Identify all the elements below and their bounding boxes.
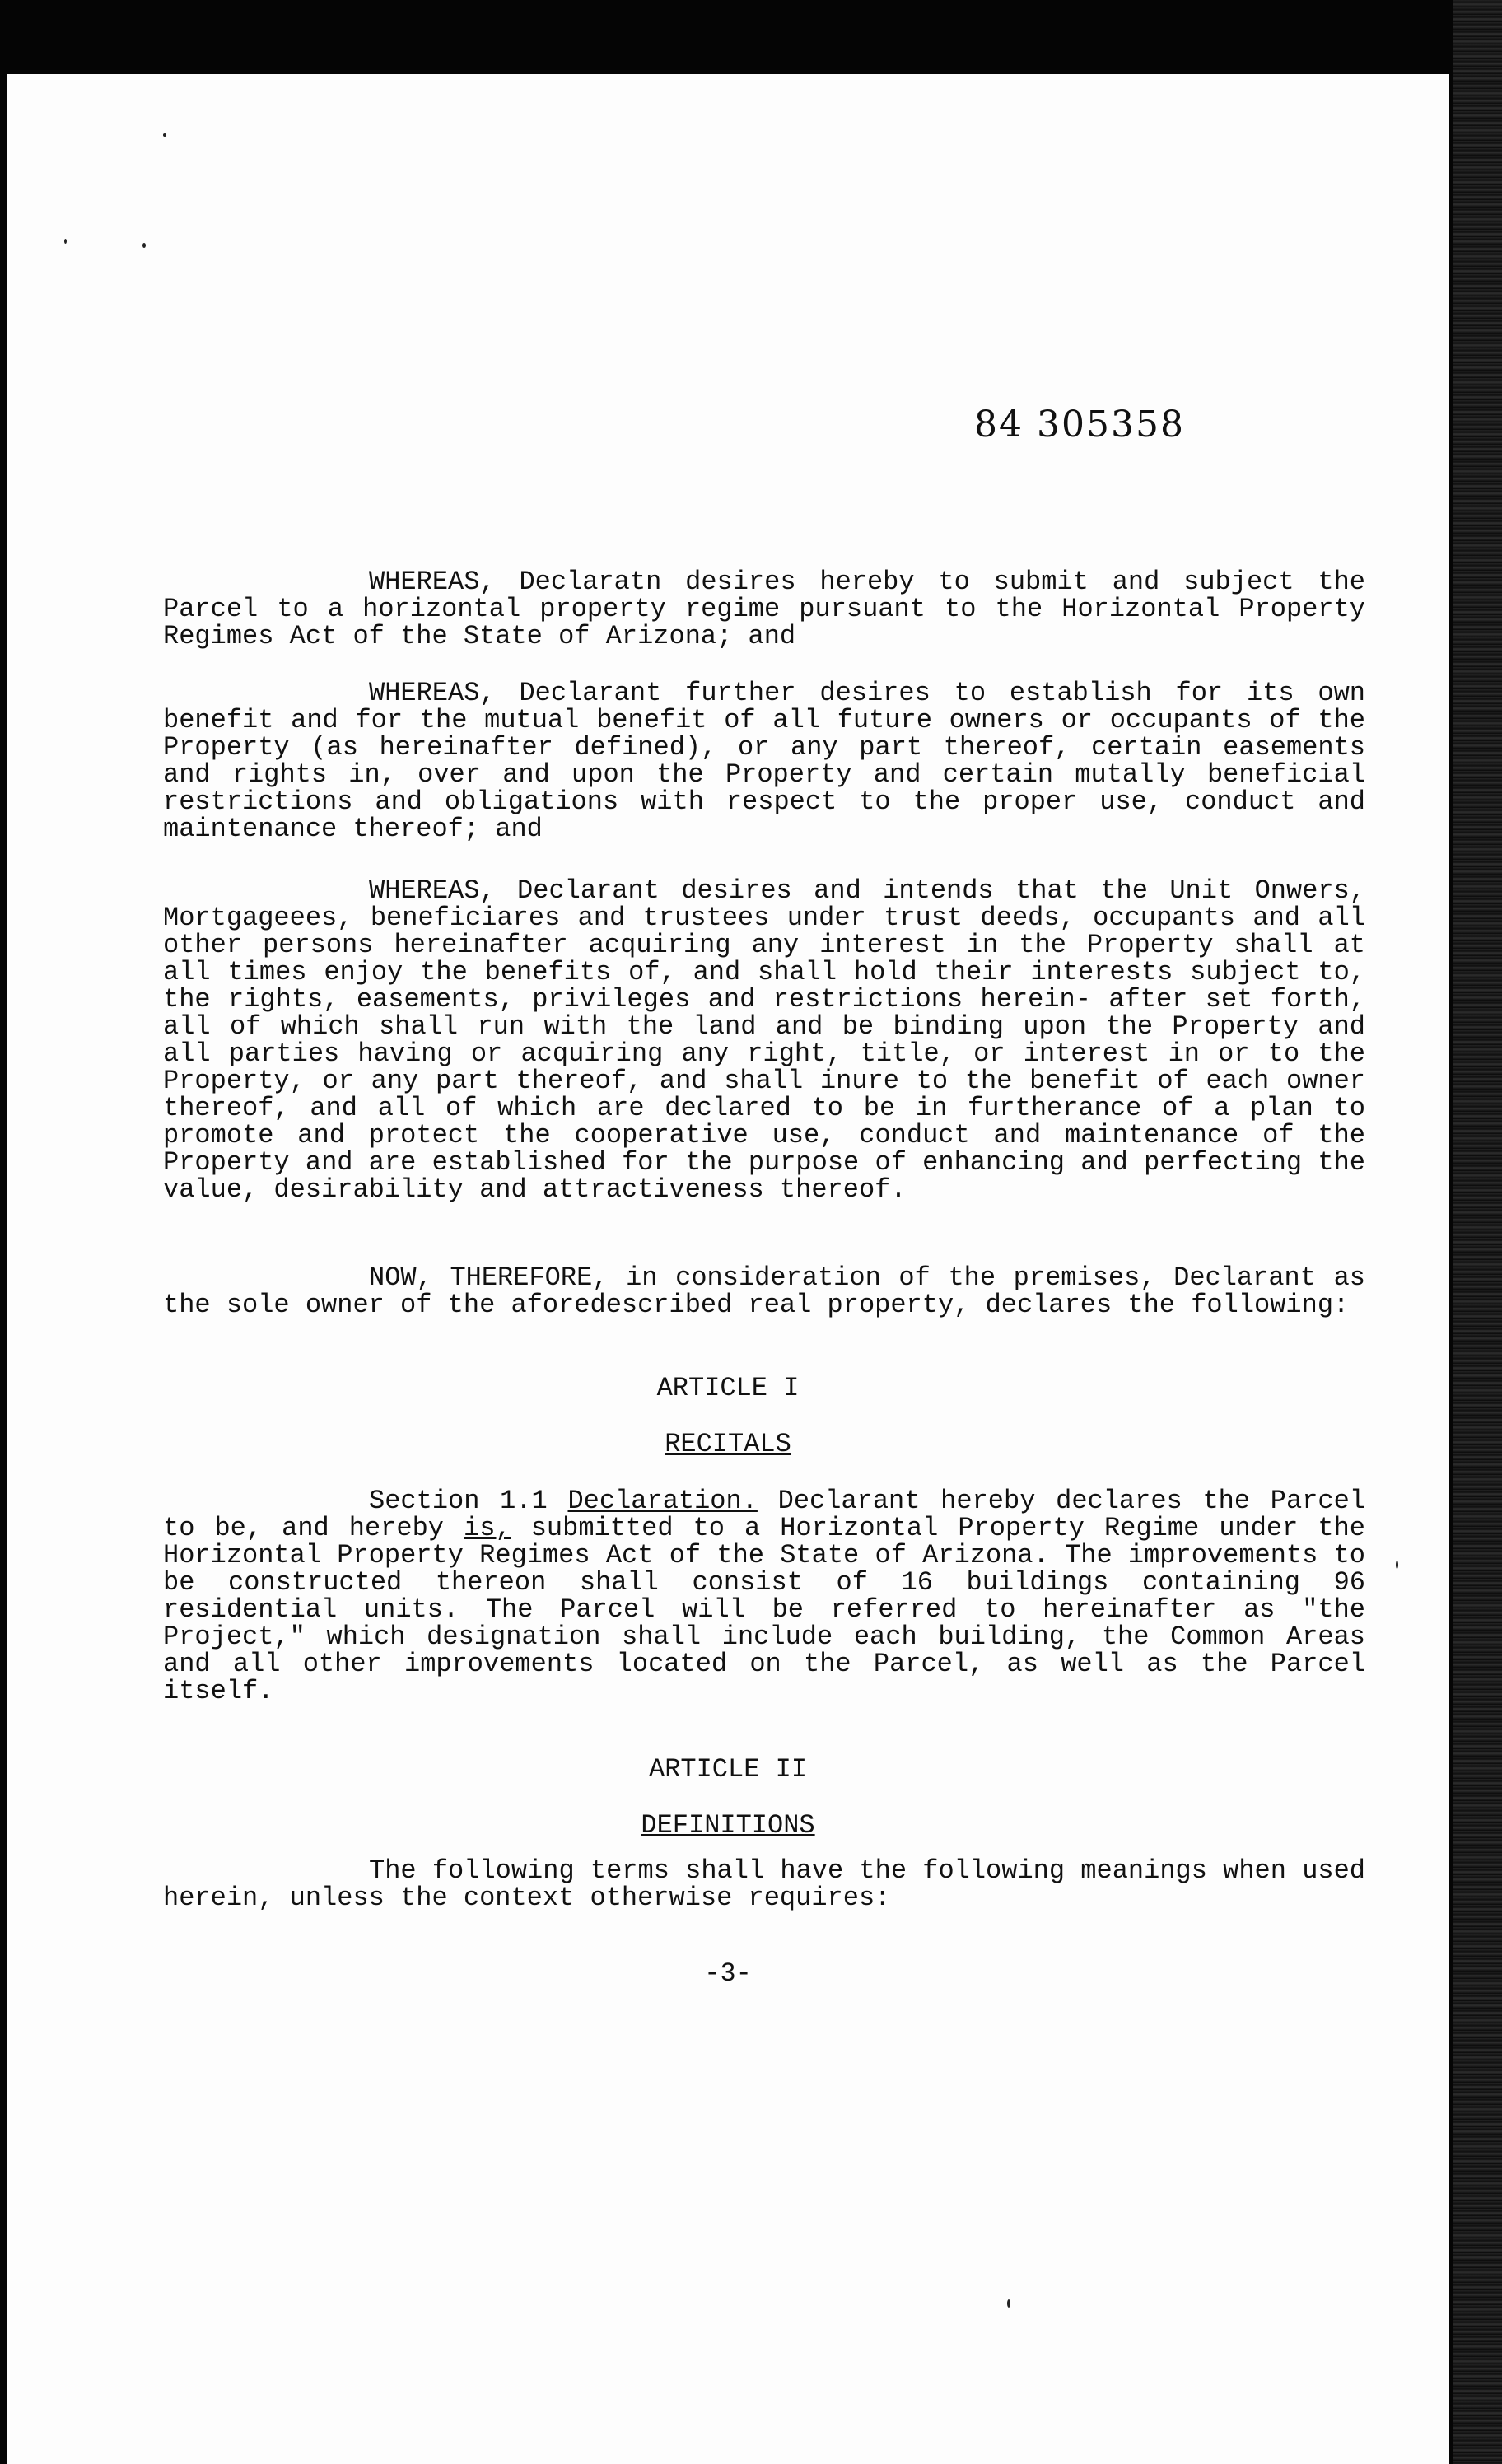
paragraph-text: NOW, THEREFORE, in consideration of the premises, Declarant as the sole owner of the aforedescribed real property, declares the following: [163, 1262, 1365, 1320]
article-2-title: DEFINITIONS [641, 1810, 815, 1841]
article-1-heading: ARTICLE I [656, 1373, 800, 1403]
whereas-paragraph-1 [163, 568, 1365, 650]
section-title: Declaration. [567, 1486, 758, 1516]
section-1-1 [163, 1487, 1365, 1705]
paragraph-text: WHEREAS, Declarant desires and intends that the Unit Onwers, Mortgageees, beneficiares and trustees under trust deeds, occupants and all other persons hereinafter acquiring any interest in the Property shall at all times enjoy the benefits of, and shall hold their interests subject to, the rights, easements, privileges and restrictions herein- after set forth, all of which shall run with the land and be binding upon the Property and all parties having or acquiring any right, title, or interest in or to the Property, or any part thereof, and shall inure to the benefit of each owner thereof, and all of which are declared to be in furtherance of a plan to promote and protect the cooperative use, conduct and maintenance of the Property and are established for the purpose of enhancing and perfecting the value, desirability and attractiveness thereof. [163, 875, 1365, 1205]
article-2-heading: ARTICLE II [648, 1754, 808, 1785]
definitions-intro [163, 1857, 1365, 1911]
scan-speck [64, 239, 67, 244]
article-1-title: RECITALS [665, 1429, 791, 1459]
paragraph-text: WHEREAS, Declarant further desires to establish for its own benefit and for the mutual benefit of all future owners or occupants of the Property (as hereinafter defined), or any part thereof, certain easements and rights in, over and upon the Property and certain mutally beneficial restrictions and obligations with respect to the proper use, conduct and maintenance thereof; and [163, 678, 1365, 844]
scan-speck [1396, 1561, 1398, 1569]
paragraph-text: The following terms shall have the following meanings when used herein, unless the context otherwise requires: [163, 1855, 1365, 1913]
scan-speck [142, 243, 146, 248]
now-therefore-paragraph [163, 1264, 1365, 1318]
section-number: Section 1.1 [369, 1486, 548, 1516]
document-page [7, 74, 1449, 2464]
whereas-paragraph-3 [163, 877, 1365, 1203]
document-number: 84 305358 [974, 404, 1185, 446]
page-number: -3- [704, 1958, 752, 1989]
scan-speck [163, 133, 166, 137]
whereas-paragraph-2 [163, 679, 1365, 842]
section-body-is: is, [464, 1513, 511, 1543]
paragraph-text: WHEREAS, Declaratn desires hereby to submit and subject the Parcel to a horizontal property regime pursuant to the Horizontal Property Regimes Act of the State of Arizona; and [163, 567, 1365, 651]
scan-edge-noise [1453, 0, 1502, 2464]
section-body-rest: submitted to a Horizontal Property Regime under the Horizontal Property Regimes Act of the State of Arizona. The improvements to be constructed thereon shall consist of 16 buildings containing 96 residential units. The Parcel will be referred to hereinafter as "the Project," which designation shall include each building, the Common Areas and all other improvements located on the Parcel, as well as the Parcel itself. [163, 1513, 1365, 1706]
scan-speck [1007, 2299, 1010, 2308]
section-body-start: Declarant hereby declares the Parcel to be, and hereby [163, 1486, 1365, 1543]
